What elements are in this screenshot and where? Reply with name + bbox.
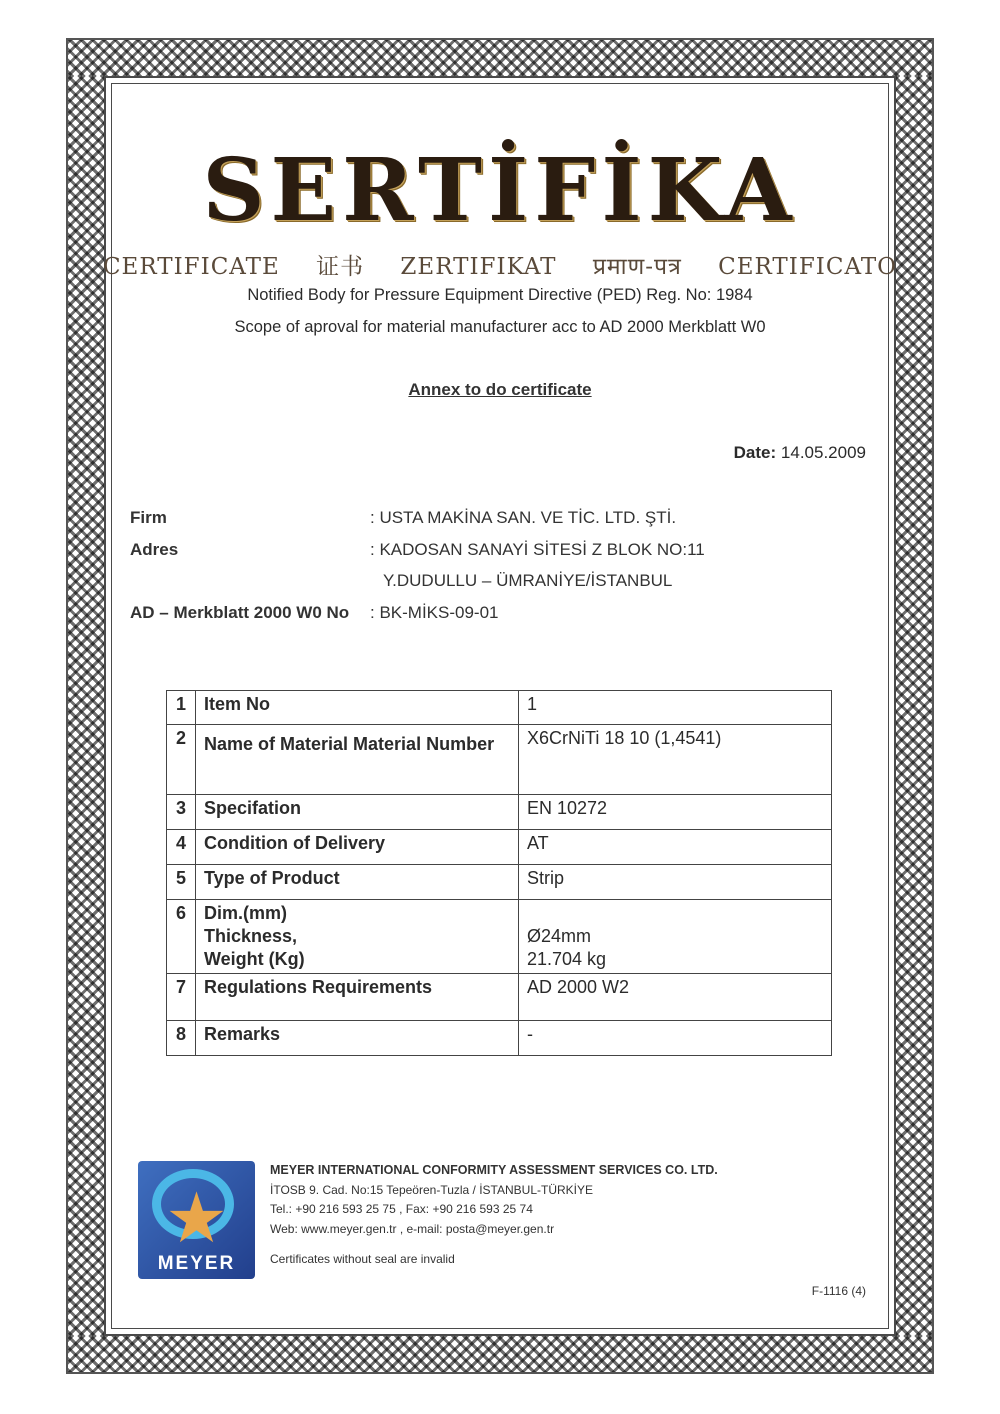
table-row — [167, 1021, 832, 1056]
row-label: Name of Material Material Number — [196, 725, 519, 795]
weight-value: 21.704 kg — [527, 949, 607, 969]
dim-label: Dim.(mm) — [204, 903, 288, 923]
row-value: - — [519, 1021, 832, 1056]
subtitle-chinese: 证书 — [316, 254, 365, 280]
scope-line: Scope of aproval for material manufacturer acc to AD 2000 Merkblatt W0 — [234, 318, 766, 336]
table-row — [167, 900, 832, 974]
address-label: Adres — [130, 540, 179, 559]
row-label: Condition of Delivery — [196, 830, 519, 865]
subtitle-italian: CERTIFICATO — [718, 254, 898, 280]
ad-number-label: AD – Merkblatt 2000 W0 No — [130, 603, 350, 622]
row-label: Regulations Requirements — [196, 974, 519, 1021]
row-value: X6CrNiTi 18 10 (1,4541) — [519, 725, 832, 795]
row-value: AD 2000 W2 — [519, 974, 832, 1021]
table-row — [167, 691, 832, 725]
footer-web: Web: www.meyer.gen.tr , e-mail: posta@meyer.gen.tr — [270, 1222, 555, 1236]
thickness-value: Ø24mm — [527, 926, 592, 946]
row-value: 1 — [519, 691, 832, 725]
date-line — [734, 443, 866, 463]
date-value: 14.05.2009 — [780, 443, 866, 462]
row-value: EN 10272 — [519, 795, 832, 830]
subtitle-german: ZERTIFIKAT — [400, 254, 557, 280]
footer-company: MEYER INTERNATIONAL CONFORMITY ASSESSMENT SERVICES CO. LTD. — [270, 1163, 718, 1177]
row-number: 8 — [167, 1021, 196, 1056]
table-row — [167, 795, 832, 830]
specification-table — [166, 690, 832, 1056]
thickness-label: Thickness, — [204, 926, 298, 946]
logo-text: MEYER — [157, 1253, 236, 1274]
ad-number-value: : BK-MİKS-09-01 — [370, 603, 499, 622]
table-row — [167, 865, 832, 900]
footer-address: İTOSB 9. Cad. No:15 Tepeören-Tuzla / İSTANBUL-TÜRKİYE — [270, 1183, 594, 1197]
firm-label: Firm — [130, 508, 167, 527]
table-row — [167, 725, 832, 795]
row-number: 7 — [167, 974, 196, 1021]
row-number: 5 — [167, 865, 196, 900]
multilingual-subtitle — [0, 248, 1000, 281]
row-number: 3 — [167, 795, 196, 830]
star-icon: ★ — [165, 1179, 228, 1257]
row-label: Remarks — [196, 1021, 519, 1056]
row-label — [196, 900, 519, 974]
address-line-1: : KADOSAN SANAYİ SİTESİ Z BLOK NO:11 — [370, 540, 705, 559]
row-number: 1 — [167, 691, 196, 725]
table-row — [167, 974, 832, 1021]
row-label: Specifation — [196, 795, 519, 830]
address-line-2: Y.DUDULLU – ÜMRANİYE/İSTANBUL — [383, 571, 673, 590]
subtitle-english: CERTIFICATE — [102, 254, 280, 280]
row-number: 2 — [167, 725, 196, 795]
subtitle-hindi: प्रमाण-पत्र — [592, 254, 682, 280]
annex-title: Annex to do certificate — [408, 380, 592, 399]
dim-value — [527, 902, 823, 925]
row-value: Strip — [519, 865, 832, 900]
firm-value: : USTA MAKİNA SAN. VE TİC. LTD. ŞTİ. — [370, 508, 677, 527]
date-label: Date: — [733, 443, 777, 462]
certificate-title: SERTİFİKA — [202, 140, 798, 241]
table-row — [167, 830, 832, 865]
notified-body-line: Notified Body for Pressure Equipment Directive (PED) Reg. No: 1984 — [247, 286, 753, 304]
row-number: 4 — [167, 830, 196, 865]
row-number: 6 — [167, 900, 196, 974]
form-code: F-1116 (4) — [811, 1284, 866, 1298]
footer-phone: Tel.: +90 216 593 25 75 , Fax: +90 216 593 25 74 — [270, 1202, 533, 1216]
footer-seal-note: Certificates without seal are invalid — [270, 1252, 455, 1266]
meyer-logo — [138, 1161, 255, 1279]
weight-label: Weight (Kg) — [204, 949, 305, 969]
row-value: AT — [519, 830, 832, 865]
row-label: Type of Product — [196, 865, 519, 900]
row-value — [519, 900, 832, 974]
row-label: Item No — [196, 691, 519, 725]
